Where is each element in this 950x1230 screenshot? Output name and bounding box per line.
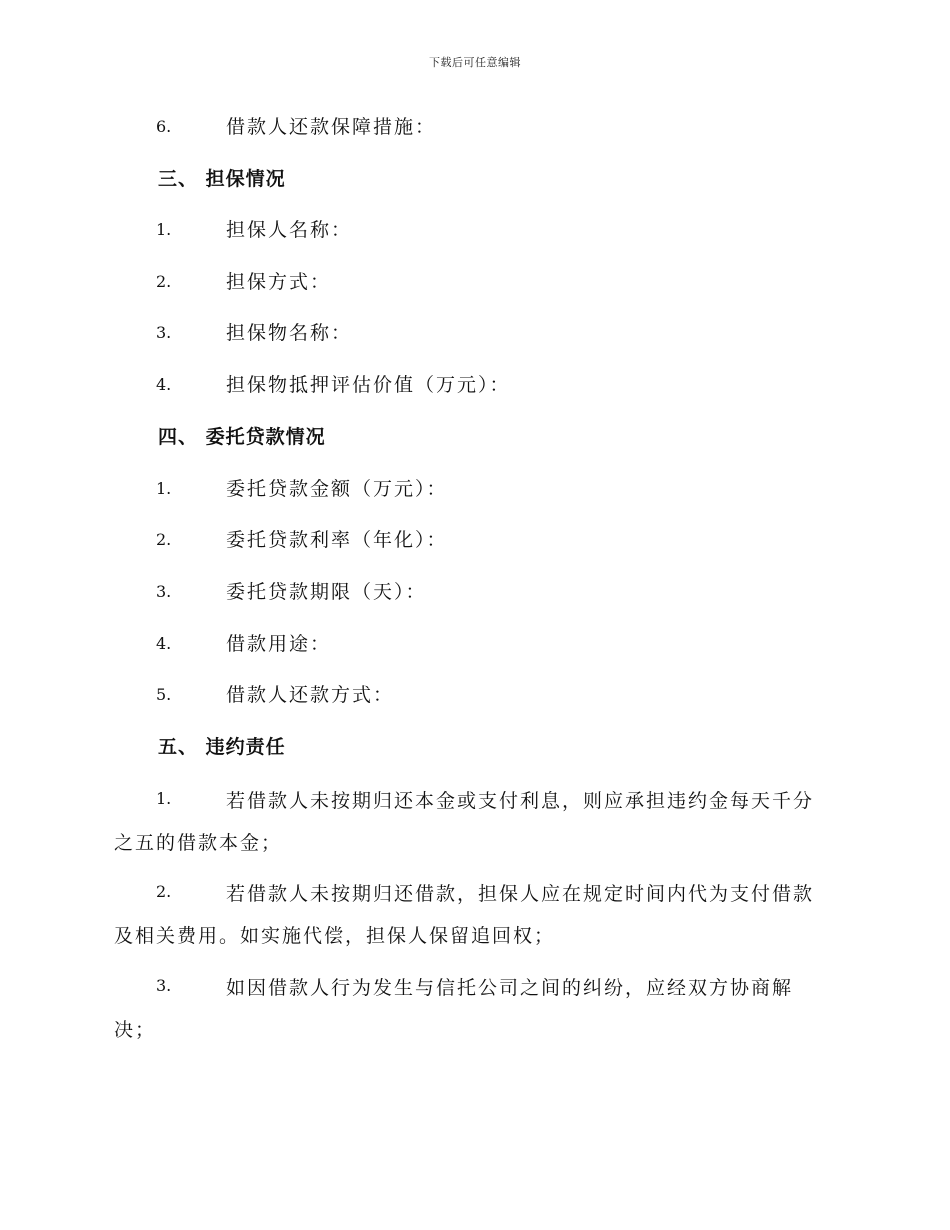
item-text-continuation: 决； xyxy=(114,1019,157,1041)
item-text-continuation: 之五的借款本金； xyxy=(114,832,283,854)
item-text: 借款人还款保障措施： xyxy=(226,116,437,138)
item-number: 4. xyxy=(156,634,172,653)
item-number: 2. xyxy=(156,882,172,901)
item-number: 3. xyxy=(156,976,172,995)
item-number: 6. xyxy=(156,117,172,136)
item-number: 3. xyxy=(156,323,172,342)
item-number: 1. xyxy=(156,220,172,239)
item-number: 1. xyxy=(156,789,172,808)
item-text: 委托贷款利率（年化）： xyxy=(226,529,448,551)
item-text: 担保人名称： xyxy=(226,219,353,241)
item-text: 委托贷款期限（天）： xyxy=(226,581,427,603)
item-text-continuation: 及相关费用。如实施代偿，担保人保留追回权； xyxy=(114,925,556,947)
item-number: 5. xyxy=(156,685,172,704)
item-number: 2. xyxy=(156,272,172,291)
item-text: 如因借款人行为发生与信托公司之间的纠纷，应经双方协商解 xyxy=(226,977,794,999)
item-text: 担保物抵押评估价值（万元）： xyxy=(226,374,511,396)
item-text: 借款人还款方式： xyxy=(226,684,395,706)
item-number: 4. xyxy=(156,375,172,394)
item-text: 若借款人未按期归还本金或支付利息，则应承担违约金每天千分 xyxy=(226,790,815,812)
page-header-note: 下载后可任意编辑 xyxy=(429,56,521,69)
item-number: 2. xyxy=(156,530,172,549)
item-text: 若借款人未按期归还借款，担保人应在规定时间内代为支付借款 xyxy=(226,883,815,905)
section-title: 三、 担保情况 xyxy=(158,168,286,190)
item-text: 委托贷款金额（万元）： xyxy=(226,478,448,500)
item-number: 3. xyxy=(156,582,172,601)
section-title: 四、 委托贷款情况 xyxy=(158,426,326,448)
section-title: 五、 违约责任 xyxy=(158,736,286,758)
item-text: 借款用途： xyxy=(226,633,332,655)
item-text: 担保方式： xyxy=(226,271,332,293)
item-text: 担保物名称： xyxy=(226,322,353,344)
item-number: 1. xyxy=(156,479,172,498)
